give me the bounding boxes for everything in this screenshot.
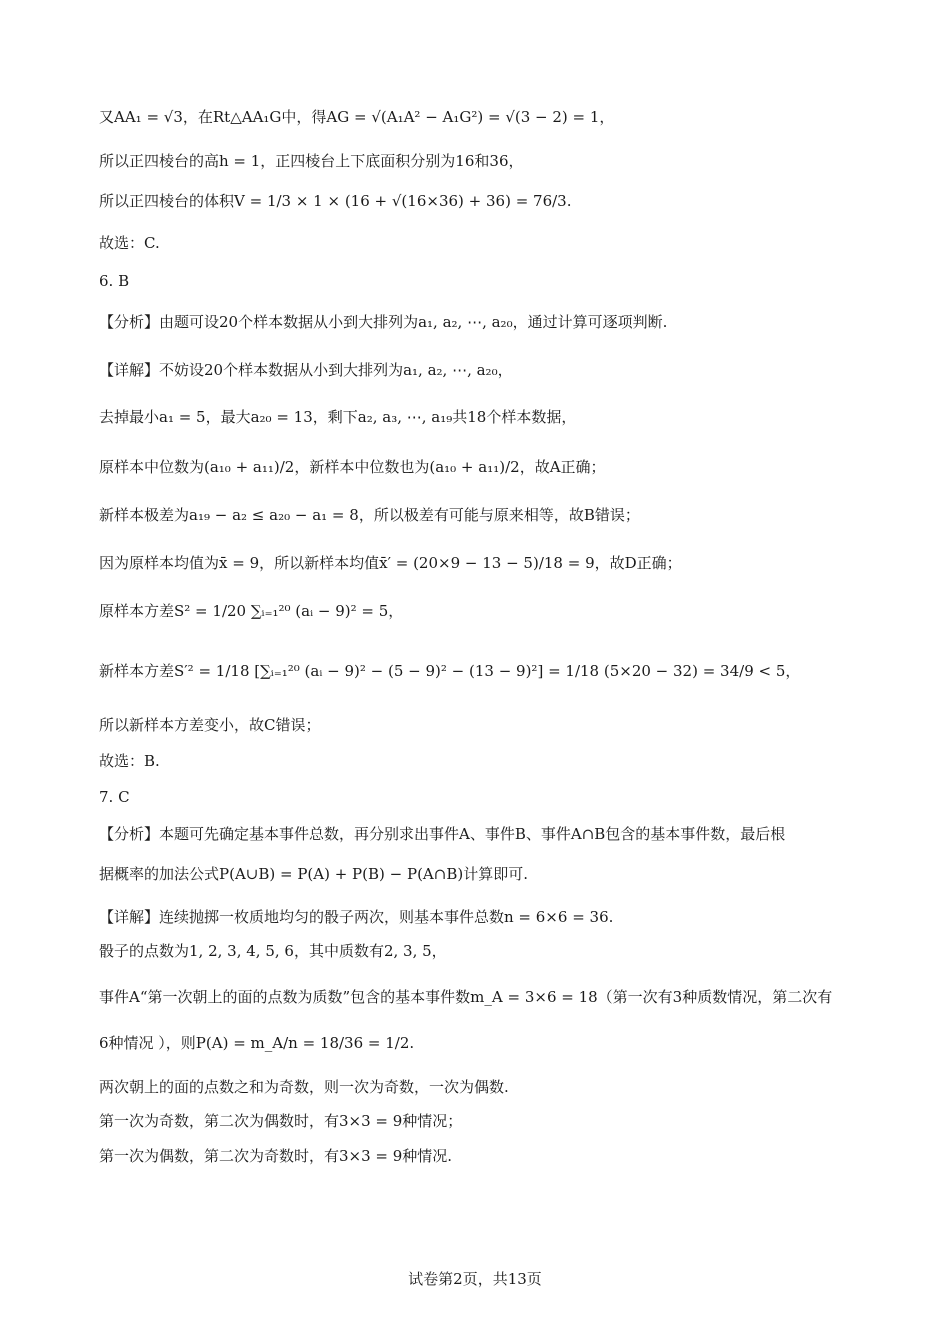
text-line: 去掉最小a₁ = 5，最大a₂₀ = 13，剩下a₂, a₃, ⋯, a₁₉共18个样本数据， (99, 408, 577, 426)
text-line: 所以正四棱台的体积V = 1/3 × 1 × (16 + √(16×36) + 36) = 76/3. (99, 192, 572, 210)
question-number: 6. B (99, 272, 130, 290)
text-line: 故选：C. (99, 234, 160, 252)
solution-line: 【详解】连续抛掷一枚质地均匀的骰子两次，则基本事件总数n = 6×6 = 36. (99, 908, 614, 926)
text-line: 事件A“第一次朝上的面的点数为质数”包含的基本事件数m_A = 3×6 = 18（第一次有3种质数情况，第二次有 (99, 988, 833, 1006)
text-line: 新样本极差为a₁₉ − a₂ ≤ a₂₀ − a₁ = 8，所以极差有可能与原来相等，故B错误； (99, 506, 640, 524)
text-line: 故选：B. (99, 752, 160, 770)
page-footer: 试卷第2页，共13页 (408, 1270, 542, 1288)
text-line: 所以正四棱台的高h = 1，正四棱台上下底面积分别为16和36， (99, 152, 524, 170)
text-line: 6种情况 ），则P(A) = m_A/n = 18/36 = 1/2. (99, 1034, 415, 1052)
text-line: 新样本方差S′² = 1/18 [∑ᵢ₌₁²⁰ (aᵢ − 9)² − (5 − 9)² − (13 − 9)²] = 1/18 (5×20 − 32) = 34/9 < 5， (99, 662, 801, 680)
text-line: 第一次为偶数，第二次为奇数时，有3×3 = 9种情况. (99, 1147, 453, 1165)
text-line: 两次朝上的面的点数之和为奇数，则一次为奇数，一次为偶数. (99, 1078, 509, 1096)
text-line: 因为原样本均值为x̄ = 9，所以新样本均值x̄′ = (20×9 − 13 − 5)/18 = 9，故D正确； (99, 554, 682, 572)
question-number: 7. C (99, 788, 130, 806)
text-line: 骰子的点数为1, 2, 3, 4, 5, 6，其中质数有2, 3, 5， (99, 942, 447, 960)
text-line: 原样本中位数为(a₁₀ + a₁₁)/2，新样本中位数也为(a₁₀ + a₁₁)/2，故A正确； (99, 458, 606, 476)
analysis-line: 【分析】本题可先确定基本事件总数，再分别求出事件A、事件B、事件A∩B包含的基本事件数，最后根 (99, 825, 786, 843)
text-line: 据概率的加法公式P(A∪B) = P(A) + P(B) − P(A∩B)计算即可. (99, 865, 528, 883)
text-line: 又AA₁ = √3，在Rt△AA₁G中，得AG = √(A₁A² − A₁G²) = √(3 − 2) = 1， (99, 108, 615, 126)
text-line: 第一次为奇数，第二次为偶数时，有3×3 = 9种情况； (99, 1112, 463, 1130)
analysis-line: 【分析】由题可设20个样本数据从小到大排列为a₁, a₂, ⋯, a₂₀，通过计算可逐项判断. (99, 313, 668, 331)
text-line: 所以新样本方差变小，故C错误； (99, 716, 321, 734)
text-line: 原样本方差S² = 1/20 ∑ᵢ₌₁²⁰ (aᵢ − 9)² = 5， (99, 602, 404, 620)
solution-line: 【详解】不妨设20个样本数据从小到大排列为a₁, a₂, ⋯, a₂₀， (99, 361, 513, 379)
